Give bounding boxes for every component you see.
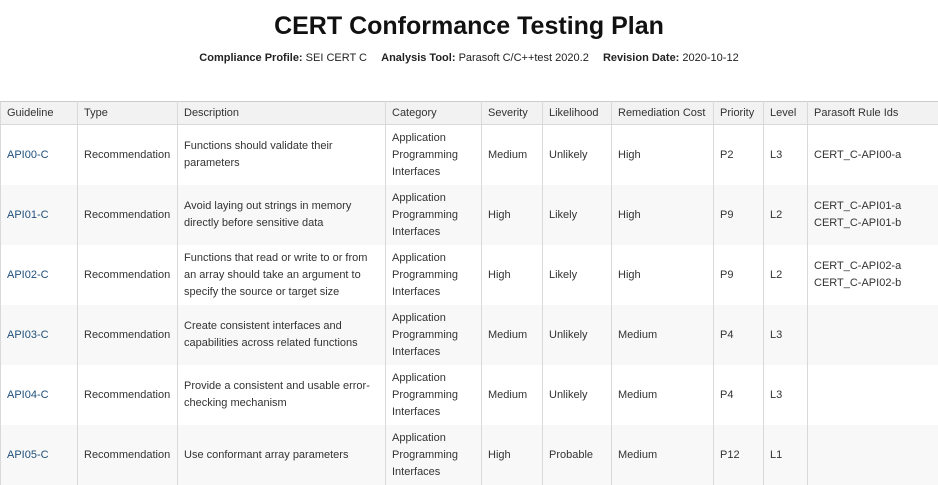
likelihood-cell: Likely <box>543 185 612 245</box>
remediation-cost-cell: Medium <box>612 305 714 365</box>
remediation-cost-cell: Medium <box>612 425 714 485</box>
tool-label: Analysis Tool: <box>381 52 456 64</box>
date-label: Revision Date: <box>602 52 680 64</box>
tool-value: Parasoft C/C++test 2020.2 <box>458 52 589 64</box>
guideline-cell <box>1 425 78 485</box>
priority-cell: P2 <box>714 125 764 186</box>
type-cell: Recommendation <box>78 425 178 485</box>
likelihood-cell: Likely <box>543 245 612 305</box>
column-header-likelihood: Likelihood <box>543 102 612 125</box>
column-header-description: Description <box>178 102 386 125</box>
page-title: CERT Conformance Testing Plan <box>274 12 664 40</box>
level-cell: L2 <box>764 245 808 305</box>
guideline-cell <box>1 125 78 186</box>
priority-cell: P9 <box>714 245 764 305</box>
column-header-rule-ids: Parasoft Rule Ids <box>808 102 938 125</box>
rule-id: CERT_C-API02-b <box>814 277 902 289</box>
type-cell: Recommendation <box>78 305 178 365</box>
description-cell: Provide a consistent and usable error-checking mechanism <box>178 365 386 425</box>
rule-ids-cell <box>808 365 938 425</box>
guideline-link[interactable]: API03-C <box>7 328 49 341</box>
profile-value: SEI CERT C <box>305 52 367 64</box>
table-row <box>1 305 938 365</box>
guideline-link[interactable]: API02-C <box>7 268 49 281</box>
description-cell: Use conformant array parameters <box>178 425 386 485</box>
level-cell: L3 <box>764 365 808 425</box>
priority-cell: P12 <box>714 425 764 485</box>
column-header-level: Level <box>764 102 808 125</box>
priority-cell: P4 <box>714 305 764 365</box>
guideline-link[interactable]: API04-C <box>7 388 49 401</box>
remediation-cost-cell: High <box>612 125 714 186</box>
rule-ids-cell <box>808 425 938 485</box>
date-value: 2020-10-12 <box>682 52 739 64</box>
priority-cell: P4 <box>714 365 764 425</box>
level-cell: L3 <box>764 125 808 186</box>
column-header-severity: Severity <box>482 102 543 125</box>
category-cell: Application Programming Interfaces <box>386 125 482 186</box>
column-header-type: Type <box>78 102 178 125</box>
rule-id: CERT_C-API00-a <box>814 148 902 161</box>
severity-cell: High <box>482 245 543 305</box>
rule-id: CERT_C-API02-a <box>814 260 902 272</box>
rule-ids-cell <box>808 125 938 186</box>
description-cell: Functions that read or write to or from an array should take an argument to specify the source or target size <box>178 245 386 305</box>
guideline-link[interactable]: API05-C <box>7 448 49 461</box>
severity-cell: High <box>482 185 543 245</box>
remediation-cost-cell: Medium <box>612 365 714 425</box>
rule-id: CERT_C-API01-a <box>814 200 902 212</box>
severity-cell: Medium <box>482 125 543 186</box>
column-header-category: Category <box>386 102 482 125</box>
likelihood-cell: Unlikely <box>543 305 612 365</box>
type-cell: Recommendation <box>78 245 178 305</box>
table-row <box>1 125 938 186</box>
severity-cell: Medium <box>482 305 543 365</box>
type-cell: Recommendation <box>78 185 178 245</box>
guideline-cell <box>1 365 78 425</box>
rule-ids-cell <box>808 305 938 365</box>
guideline-cell <box>1 245 78 305</box>
remediation-cost-cell: High <box>612 185 714 245</box>
description-cell: Avoid laying out strings in memory directly before sensitive data <box>178 185 386 245</box>
profile-label: Compliance Profile: <box>199 52 303 64</box>
likelihood-cell: Unlikely <box>543 125 612 186</box>
category-cell: Application Programming Interfaces <box>386 425 482 485</box>
severity-cell: High <box>482 425 543 485</box>
table-row <box>1 425 938 485</box>
rule-id: CERT_C-API01-b <box>814 217 902 229</box>
category-cell: Application Programming Interfaces <box>386 245 482 305</box>
column-header-remediation-cost: Remediation Cost <box>612 102 714 125</box>
description-cell: Functions should validate their parameters <box>178 125 386 186</box>
table-row <box>1 365 938 425</box>
severity-cell: Medium <box>482 365 543 425</box>
level-cell: L1 <box>764 425 808 485</box>
guideline-link[interactable]: API01-C <box>7 208 49 221</box>
table-header-row <box>1 102 938 125</box>
guideline-cell <box>1 305 78 365</box>
table-row <box>1 245 938 305</box>
level-cell: L2 <box>764 185 808 245</box>
rule-ids-cell <box>808 245 938 305</box>
remediation-cost-cell: High <box>612 245 714 305</box>
level-cell: L3 <box>764 305 808 365</box>
priority-cell: P9 <box>714 185 764 245</box>
type-cell: Recommendation <box>78 365 178 425</box>
likelihood-cell: Probable <box>543 425 612 485</box>
category-cell: Application Programming Interfaces <box>386 185 482 245</box>
rule-ids-cell <box>808 185 938 245</box>
category-cell: Application Programming Interfaces <box>386 365 482 425</box>
category-cell: Application Programming Interfaces <box>386 305 482 365</box>
table-row <box>1 185 938 245</box>
likelihood-cell: Unlikely <box>543 365 612 425</box>
conformance-table <box>0 101 938 485</box>
column-header-priority: Priority <box>714 102 764 125</box>
column-header-guideline: Guideline <box>1 102 78 125</box>
guideline-link[interactable]: API00-C <box>7 148 49 161</box>
plan-metadata <box>0 52 938 64</box>
guideline-cell <box>1 185 78 245</box>
type-cell: Recommendation <box>78 125 178 186</box>
description-cell: Create consistent interfaces and capabilities across related functions <box>178 305 386 365</box>
